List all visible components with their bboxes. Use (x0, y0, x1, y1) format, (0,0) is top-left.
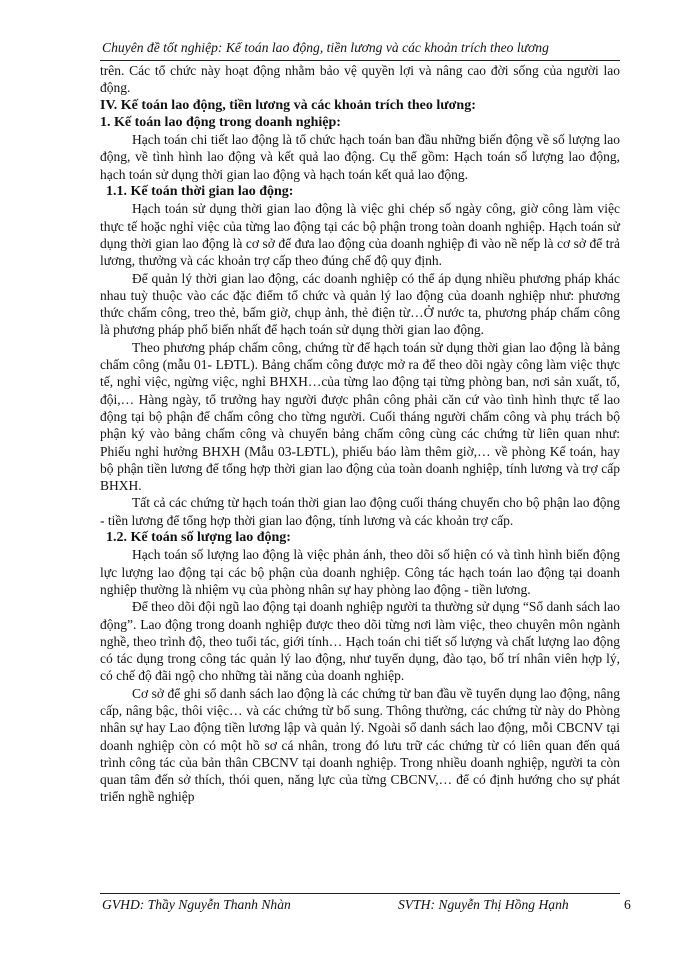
footer-advisor: GVHD: Thầy Nguyễn Thanh Nhàn (102, 897, 291, 912)
paragraph-7: Để theo dõi đội ngũ lao động tại doanh nghiệp người ta thường sử dụng “Sổ danh sách lao động”. Lao động trong doanh nghiệp được theo dõi từng nơi làm việc, theo chuyên môn ngành nghề, theo trình độ, theo tuổi tác, giới tính… Hạch toán chi tiết số lượng và chất lượng lao động có tác dụng trong công tác quản lý lao động, như tuyển dụng, đào tạo, bố trí nhân viên hợp lý, có chế độ đãi ngộ cho những tài năng của doanh nghiệp. (100, 599, 620, 684)
paragraph-2: Hạch toán sử dụng thời gian lao động là việc ghi chép số ngày công, giờ công làm việc thực tế hoặc nghỉ việc của từng lao động tại các bộ phận trong toàn doanh nghiệp. Hạch toán sử dụng thời gian lao động là cơ sở để đưa lao động của doanh nghiệp đi vào nề nếp là cơ sở để trả lương, thưởng và các khoản trợ cấp theo đúng chế độ quy định. (100, 201, 620, 269)
paragraph-4: Theo phương pháp chấm công, chứng từ để hạch toán sử dụng thời gian lao động là bảng chấm công (mẫu 01- LĐTL). Bảng chấm công được mở ra để theo dõi ngày công làm việc thực tế, nghỉ việc, ngừng việc, nghỉ BHXH…của từng lao động tại từng phòng ban, nơi sản xuất, tổ, đội,… Hàng ngày, tổ trưởng hay người được phân công phải căn cứ vào tình hình thực tế lao động tại bộ phận để chấm công cho từng người. Cuối tháng người chấm công và phụ trách bộ phận ký vào bảng chấm công và chuyển bảng chấm công cùng các chứng từ liên quan như: Phiếu nghỉ hưởng BHXH (Mẫu 03-LĐTL), phiếu báo làm thêm giờ,… về phòng Kế toán, hay bộ phận tiền lương để tổng hợp thời gian lao động của toàn doanh nghiệp, tính lương và trợ cấp BHXH. (100, 339, 620, 494)
paragraph-1: Hạch toán chi tiết lao động là tổ chức hạch toán ban đầu những biến động về số lượng lao động, về tình hình lao động và kết quả lao động. Cụ thể gồm: Hạch toán số lượng lao động, hạch toán sử dụng thời gian lao động và hạch toán kết quả lao động. (100, 132, 620, 182)
paragraph-3: Để quản lý thời gian lao động, các doanh nghiệp có thể áp dụng nhiều phương pháp khác nhau tuỳ thuộc vào các đặc điểm tổ chức và quản lý lao động của doanh nghiệp như: phương thức chấm công, treo thẻ, bấm giờ, chụp ảnh, thẻ điện từ…Ở nước ta, phương pháp chấm công là phương pháp phổ biến nhất để hạch toán sử dụng thời gian lao động. (100, 270, 620, 338)
running-header: Chuyên đề tốt nghiệp: Kế toán lao động, tiền lương và các khoản trích theo lương (102, 40, 549, 55)
header-divider (100, 60, 620, 61)
section-heading-iv: IV. Kế toán lao động, tiền lương và các khoản trích theo lương: (100, 97, 476, 113)
paragraph-6: Hạch toán số lượng lao động là việc phản ánh, theo dõi số hiện có và tình hình biến động lực lượng lao động tại các bộ phận của doanh nghiệp. Công tác hạch toán lao động tại doanh nghiệp thường là nhiệm vụ của phòng nhân sự hay phòng lao động - tiền lương. (100, 547, 620, 597)
subsection-heading-1: 1. Kế toán lao động trong doanh nghiệp: (100, 114, 341, 130)
paragraph-continuation: trên. Các tổ chức này hoạt động nhằm bảo vệ quyền lợi và nâng cao đời sống của người lao động. (100, 63, 620, 96)
paragraph-8: Cơ sở để ghi sổ danh sách lao động là các chứng từ ban đầu về tuyển dụng lao động, nâng cấp, nâng bậc, thôi việc… và các chứng từ bổ sung. Thông thường, các chứng từ này do Phòng nhân sự hay Lao động tiền lương lập và quản lý. Ngoài sổ danh sách lao động, mỗi CBCNV tại doanh nghiệp còn có một hồ sơ cá nhân, trong đó lưu trữ các chứng từ có liên quan đến quá trình công tác của bản thân CBCNV tại doanh nghiệp. Trong nhiều doanh nghiệp, người ta còn quan tâm đến sở thích, thói quen, năng lực của từng CBCNV,… để có định hướng cho sự phát triển nghề nghiệp (100, 685, 620, 805)
footer-student: SVTH: Nguyễn Thị Hồng Hạnh (398, 897, 569, 912)
subsection-heading-1-2: 1.2. Kế toán số lượng lao động: (106, 530, 291, 546)
page-number: 6 (624, 897, 631, 912)
subsection-heading-1-1: 1.1. Kế toán thời gian lao động: (106, 184, 294, 200)
footer-divider (100, 893, 620, 894)
page-body (100, 62, 620, 806)
paragraph-5: Tất cả các chứng từ hạch toán thời gian lao động cuối tháng chuyển cho bộ phận lao động - tiền lương để tổng hợp thời gian lao động, tính lương và các khoản trợ cấp. (100, 495, 620, 528)
